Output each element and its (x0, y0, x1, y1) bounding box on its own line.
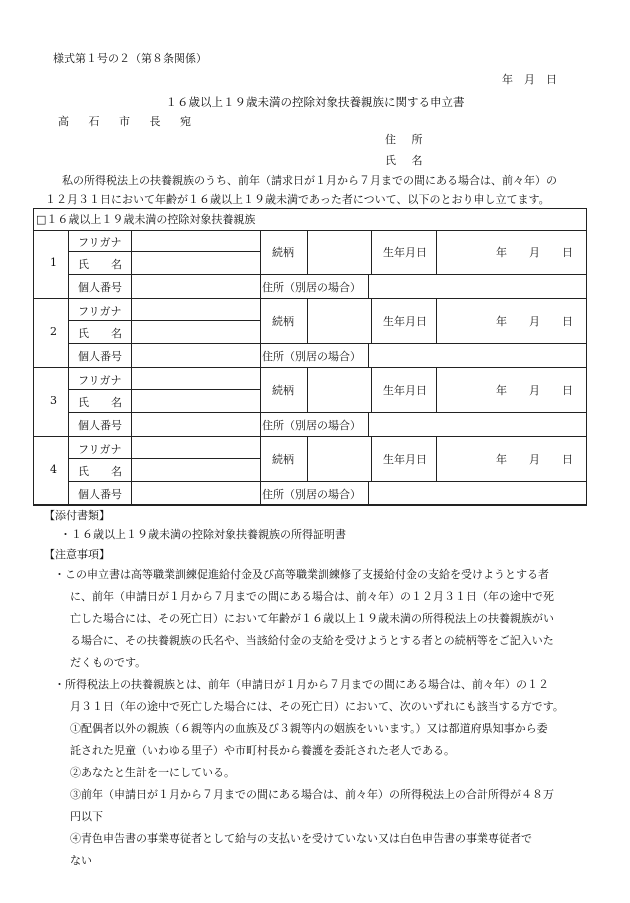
furigana-field[interactable] (132, 438, 259, 457)
table-rule (33, 436, 587, 437)
table-heading: □１６歳以上１９歳未満の控除対象扶養親族 (36, 213, 256, 226)
name-field[interactable] (132, 390, 259, 411)
relationship-label: 続柄 (272, 246, 294, 259)
my-number-label: 個人番号 (78, 419, 122, 432)
table-rule (436, 368, 437, 412)
addressee: 高 石 市 長 宛 (58, 115, 199, 128)
applicant-address-label: 住 所 (385, 133, 429, 146)
table-rule (68, 230, 69, 298)
name-label: 氏 名 (78, 327, 122, 340)
table-rule (260, 230, 261, 274)
birthdate-placeholder: 年 月 日 (496, 246, 573, 259)
table-rule (33, 505, 587, 506)
my-number-label: 個人番号 (78, 281, 122, 294)
my-number-field[interactable] (132, 275, 259, 297)
table-rule (260, 368, 261, 412)
relationship-label: 続柄 (272, 315, 294, 328)
relationship-field[interactable] (308, 300, 370, 342)
my-number-field[interactable] (132, 344, 259, 366)
table-rule (436, 299, 437, 343)
furigana-field[interactable] (132, 231, 259, 250)
furigana-label: フリガナ (78, 374, 122, 387)
my-number-field[interactable] (132, 482, 259, 504)
note-line: ・所得税法上の扶養親族とは、前年（申請日が１月から７月までの間にある場合は、前々年）の１２ (54, 678, 549, 691)
furigana-label: フリガナ (78, 443, 122, 456)
relationship-label: 続柄 (272, 384, 294, 397)
note-line: 亡した場合には、その死亡日）において年齢が１６歳以上１９歳未満の所得税法上の扶養親族がい (70, 612, 554, 625)
table-rule (33, 208, 34, 505)
note-line: に、前年（申請日が１月から７月までの間にある場合は、前々年）の１２月３１日（年の途中で死 (70, 590, 554, 603)
table-rule (68, 437, 69, 505)
relationship-label: 続柄 (272, 453, 294, 466)
name-label: 氏 名 (78, 465, 122, 478)
table-rule (33, 208, 587, 209)
note-line: ②あなたと生計を一にしている。 (70, 766, 235, 779)
address-separate-label: 住所（別居の場合） (262, 281, 361, 294)
name-field[interactable] (132, 321, 259, 342)
intro-line-1: 私の所得税法上の扶養親族のうち、前年（請求日が１月から７月までの間にある場合は、前々年）の (62, 174, 557, 187)
address-field[interactable] (369, 275, 585, 297)
name-field[interactable] (132, 459, 259, 480)
table-rule (371, 368, 372, 412)
birthdate-label: 生年月日 (383, 246, 427, 259)
table-rule (586, 208, 587, 505)
relationship-field[interactable] (308, 231, 370, 273)
row-number: 1 (50, 256, 57, 269)
note-line: 託された児童（いわゆる里子）や市町村長から養護を委託された老人である。 (70, 744, 455, 757)
name-label: 氏 名 (78, 258, 122, 271)
note-line: だくものです。 (70, 656, 147, 669)
furigana-label: フリガナ (78, 236, 122, 249)
table-rule (436, 437, 437, 481)
birthdate-label: 生年月日 (383, 384, 427, 397)
table-rule (260, 437, 261, 481)
my-number-label: 個人番号 (78, 350, 122, 363)
note-line: 円以下 (70, 810, 103, 823)
attachments-heading: 【添付書類】 (44, 509, 110, 522)
address-field[interactable] (369, 344, 585, 366)
furigana-label: フリガナ (78, 305, 122, 318)
relationship-field[interactable] (308, 438, 370, 480)
birthdate-placeholder: 年 月 日 (496, 453, 573, 466)
address-separate-label: 住所（別居の場合） (262, 350, 361, 363)
note-line: ・この申立書は高等職業訓練促進給付金及び高等職業訓練修了支援給付金の支給を受けようとする者 (54, 568, 549, 581)
table-rule (68, 368, 69, 436)
birthdate-label: 生年月日 (383, 453, 427, 466)
applicant-name-label: 氏 名 (385, 154, 429, 167)
table-rule (68, 299, 69, 367)
my-number-field[interactable] (132, 413, 259, 435)
row-number: 3 (50, 394, 57, 407)
row-number: 2 (50, 325, 57, 338)
page-title: １６歳以上１９歳未満の控除対象扶養親族に関する申立書 (165, 95, 465, 109)
attachment-item: ・１６歳以上１９歳未満の控除対象扶養親族の所得証明書 (60, 528, 346, 541)
note-line: ④青色申告書の事業専従者として給与の支払いを受けていない又は白色申告書の事業専従者で (70, 832, 532, 845)
address-field[interactable] (369, 413, 585, 435)
furigana-field[interactable] (132, 300, 259, 319)
name-label: 氏 名 (78, 396, 122, 409)
note-line: る場合に、その扶養親族の氏名や、当該給付金の支給を受けようとする者との続柄等をご記入いた (70, 634, 554, 647)
row-number: 4 (50, 463, 57, 476)
note-line: 月３１日（年の途中で死亡した場合には、その死亡日）において、次のいずれにも該当する方です。 (70, 700, 564, 713)
note-line: ③前年（申請日が１月から７月までの間にある場合は、前々年）の所得税法上の合計所得が４８万 (70, 788, 554, 801)
birthdate-label: 生年月日 (383, 315, 427, 328)
table-rule (260, 412, 261, 436)
note-line: ない (70, 854, 92, 867)
table-rule (260, 299, 261, 343)
my-number-label: 個人番号 (78, 488, 122, 501)
table-rule (260, 481, 261, 505)
table-rule (371, 230, 372, 274)
name-field[interactable] (132, 252, 259, 273)
table-rule (371, 299, 372, 343)
relationship-field[interactable] (308, 369, 370, 411)
table-rule (436, 230, 437, 274)
furigana-field[interactable] (132, 369, 259, 388)
address-separate-label: 住所（別居の場合） (262, 419, 361, 432)
note-line: ①配偶者以外の親族（６親等内の血族及び３親等内の姻族をいいます。）又は都道府県知事から委 (70, 722, 548, 735)
intro-line-2: １２月３１日において年齢が１６歳以上１９歳未満であった者について、以下のとおり申し立てます。 (45, 193, 550, 206)
birthdate-placeholder: 年 月 日 (496, 384, 573, 397)
dependents-table (33, 208, 587, 501)
table-rule (260, 274, 261, 298)
notes-heading: 【注意事項】 (44, 548, 110, 561)
address-separate-label: 住所（別居の場合） (262, 488, 361, 501)
birthdate-placeholder: 年 月 日 (496, 315, 573, 328)
date-line: 年 月 日 (502, 73, 557, 86)
form-number: 様式第１号の２（第８条関係） (53, 52, 207, 65)
table-rule (33, 367, 587, 368)
address-field[interactable] (369, 482, 585, 504)
table-rule (371, 437, 372, 481)
table-rule (33, 298, 587, 299)
table-rule (260, 343, 261, 367)
